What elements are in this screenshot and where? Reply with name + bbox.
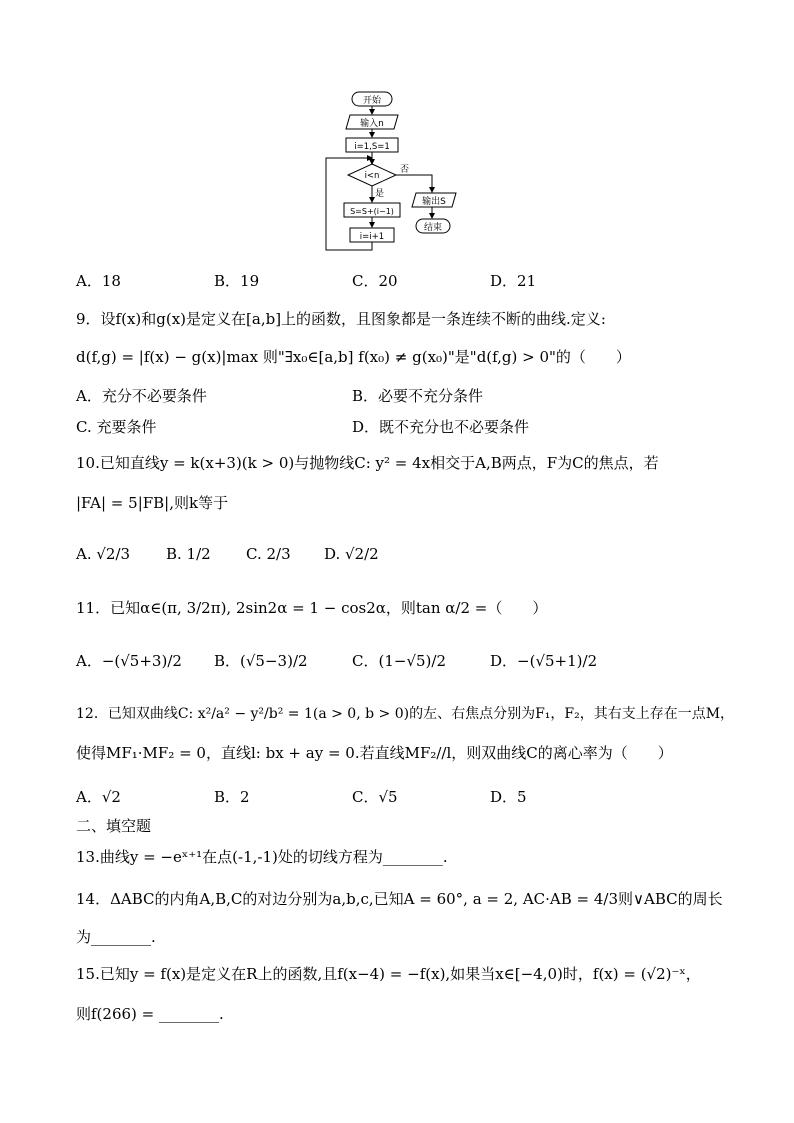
flow-input-label: 输入n bbox=[360, 119, 384, 129]
q11-option-b: B．(√5−3)/2 bbox=[214, 652, 308, 670]
q11-stem: 11．已知α∈(π, 3/2π), 2sin2α = 1 − cos2α，则tan α/2 =（ ） bbox=[76, 599, 548, 617]
flow-output-label: 输出S bbox=[422, 197, 446, 207]
q12-option-c: C．√5 bbox=[352, 788, 398, 806]
q12-option-d: D．5 bbox=[490, 788, 527, 806]
q10-option-a: A. √2/3 bbox=[76, 545, 131, 563]
flow-update-s-label: S=S+(i−1) bbox=[350, 207, 394, 216]
q10-option-b: B. 1/2 bbox=[166, 545, 211, 563]
q15-line2: 则f(266) = ________. bbox=[76, 1005, 224, 1023]
flow-start-label: 开始 bbox=[362, 96, 382, 106]
flow-yes-label: 是 bbox=[375, 189, 385, 199]
q10-condition: |FA| = 5|FB|,则k等于 bbox=[76, 494, 229, 512]
q8-option-a: A．18 bbox=[76, 272, 121, 290]
q12-condition: 使得MF₁·MF₂ = 0，直线l: bx + ay = 0.若直线MF₂//l，则双曲线C的离心率为（ ） bbox=[76, 744, 673, 762]
q11-option-d: D．−(√5+1)/2 bbox=[490, 652, 598, 670]
q15-line1: 15.已知y = f(x)是定义在R上的函数,且f(x−4) = −f(x),如果当x∈[−4,0)时，f(x) = (√2)⁻ˣ， bbox=[76, 965, 701, 983]
q12-option-a: A．√2 bbox=[76, 788, 121, 806]
q14-line1: 14．ΔABC的内角A,B,C的对边分别为a,b,c,已知A = 60°, a = 2, AC·AB = 4/3则∨ABC的周长 bbox=[76, 890, 723, 908]
q9-option-c: C. 充要条件 bbox=[76, 418, 157, 436]
q10-option-d: D. √2/2 bbox=[324, 545, 379, 563]
flow-init-label: i=1,S=1 bbox=[354, 142, 390, 152]
q12-option-b: B．2 bbox=[214, 788, 250, 806]
flow-end-label: 结束 bbox=[423, 223, 443, 233]
q9-option-d: D．既不充分也不必要条件 bbox=[352, 418, 530, 436]
q8-option-d: D．21 bbox=[490, 272, 537, 290]
flow-condition-label: i<n bbox=[364, 171, 380, 181]
q10-option-c: C. 2/3 bbox=[246, 545, 291, 563]
q9-option-a: A．充分不必要条件 bbox=[76, 387, 207, 405]
q13-stem: 13.曲线y = −eˣ⁺¹在点(-1,-1)处的切线方程为________. bbox=[76, 848, 448, 866]
q9-definition: d(f,g) = |f(x) − g(x)|max 则"∃x₀∈[a,b] f(x₀) ≠ g(x₀)"是"d(f,g) > 0"的（ ） bbox=[76, 348, 631, 366]
section-fill-in-title: 二、填空题 bbox=[76, 817, 152, 835]
q9-stem: 9．设f(x)和g(x)是定义在[a,b]上的函数，且图象都是一条连续不断的曲线.定义: bbox=[76, 310, 606, 328]
q8-option-c: C．20 bbox=[352, 272, 398, 290]
flowchart bbox=[320, 88, 480, 258]
q11-option-a: A．−(√5+3)/2 bbox=[76, 652, 182, 670]
flow-update-i-label: i=i+1 bbox=[359, 232, 385, 242]
q8-option-b: B．19 bbox=[214, 272, 260, 290]
q12-stem: 12．已知双曲线C: x²/a² − y²/b² = 1(a > 0, b > 0)的左、右焦点分别为F₁，F₂，其右支上存在一点M， bbox=[76, 706, 735, 722]
q9-option-b: B．必要不充分条件 bbox=[352, 387, 484, 405]
flow-no-label: 否 bbox=[400, 165, 410, 175]
q11-option-c: C．(1−√5)/2 bbox=[352, 652, 446, 670]
q14-line2: 为________. bbox=[76, 928, 156, 946]
q10-stem: 10.已知直线y = k(x+3)(k > 0)与抛物线C: y² = 4x相交于A,B两点，F为C的焦点，若 bbox=[76, 454, 659, 472]
